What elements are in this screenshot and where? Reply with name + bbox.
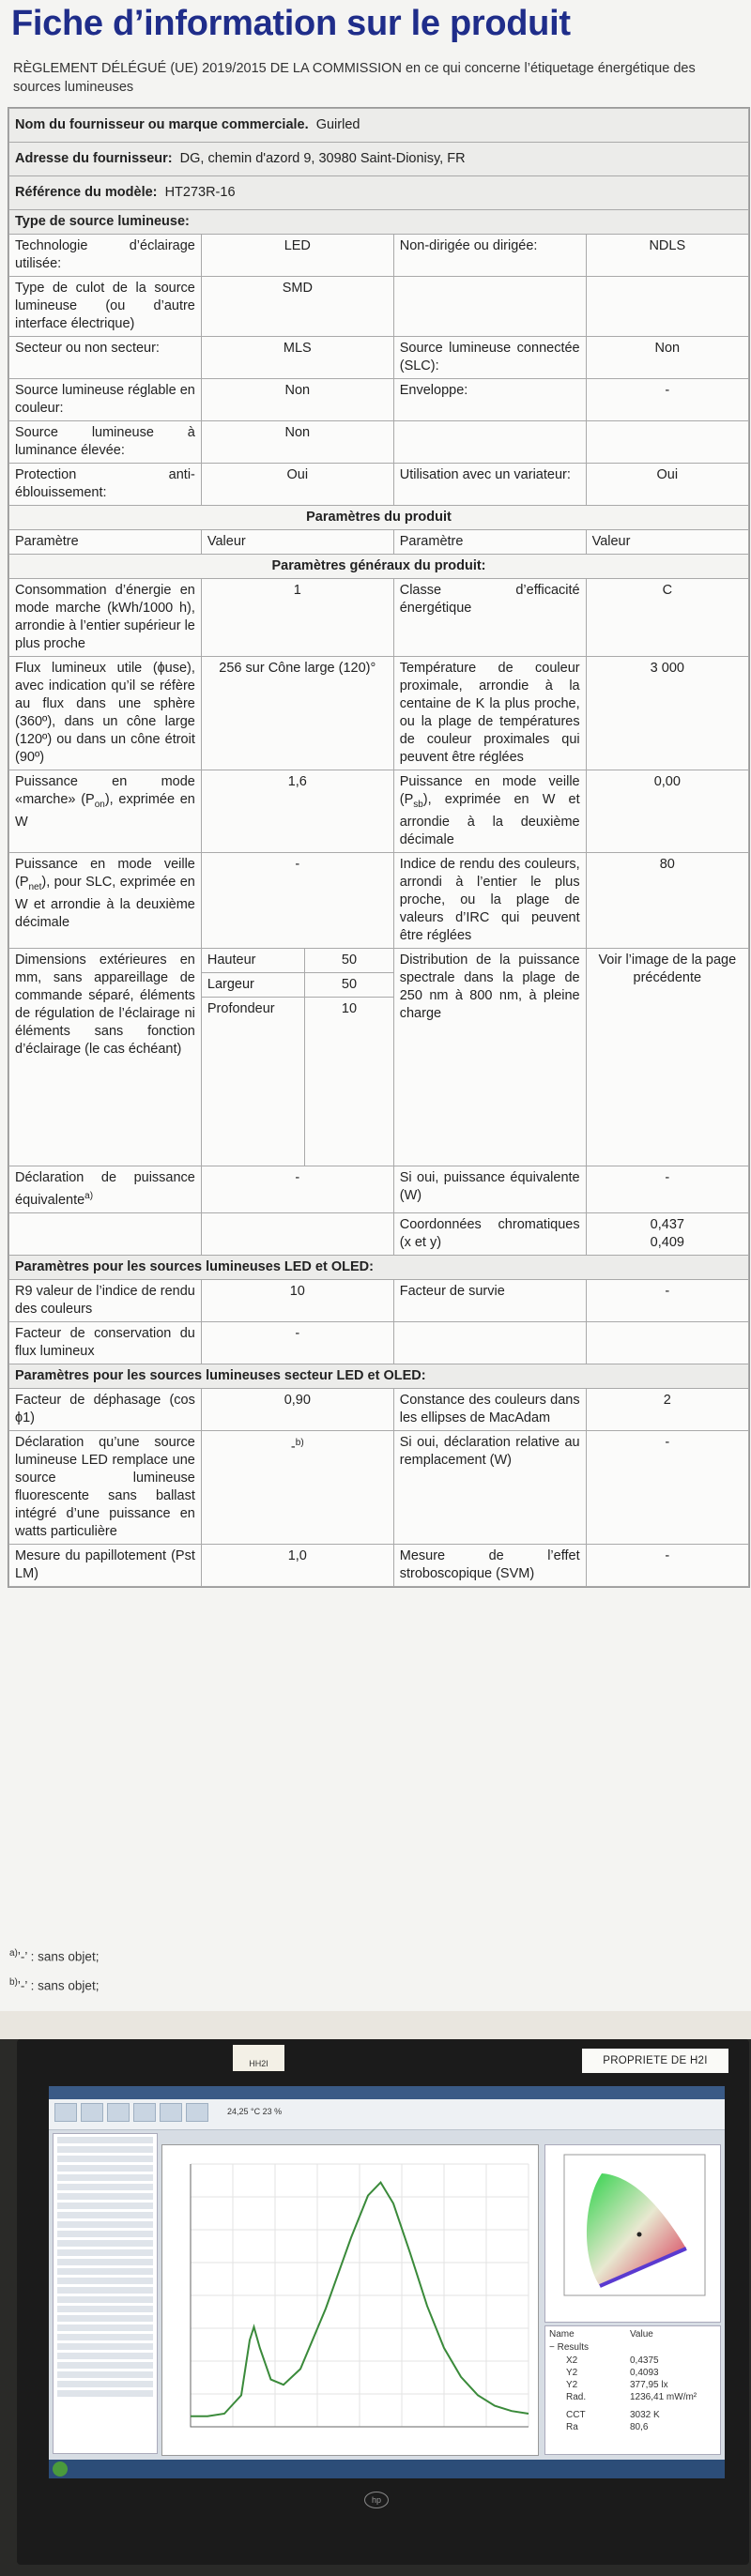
width-label: Largeur [201, 972, 304, 997]
dimensions-row [9, 948, 749, 972]
type-row [9, 464, 749, 506]
product-params-heading: Paramètres du produit [9, 506, 749, 530]
result-name: Rad. [566, 2392, 587, 2402]
page-subtitle: RÈGLEMENT DÉLÉGUÉ (UE) 2019/2015 DE LA COMMISSION en ce qui concerne l’étiquetage énergétique des sources lumineuses [13, 61, 696, 95]
type-section-heading: Type de source lumineuse: [9, 210, 749, 235]
param-label: Puissance en mode «marche» $(P_{on})$, exprimée en W [9, 770, 202, 853]
type-value [586, 277, 748, 337]
page-title: Fiche d’information sur le produit [11, 4, 571, 43]
type-label: Source lumineuse connectée (SLC): [393, 337, 586, 379]
param-label: Constance des couleurs dans les ellipses de MacAdam [393, 1389, 586, 1431]
param-label: R9 valeur de l’indice de rendu des couleurs [9, 1280, 202, 1322]
param-label: Mesure de l’effet stroboscopique (SVM) [393, 1545, 586, 1587]
cie-diagram [545, 2145, 720, 2322]
left-sticker: HH2I [233, 2045, 284, 2071]
hp-logo: hp [364, 2492, 389, 2508]
param-label: Facteur de déphasage (cos ϕ1) [9, 1389, 202, 1431]
ownership-sticker: PROPRIETE DE H2I [582, 2049, 728, 2073]
depth-label: Profondeur [201, 997, 304, 1166]
type-row [9, 235, 749, 277]
type-label [393, 421, 586, 464]
param-value: - [586, 1431, 748, 1545]
start-button[interactable] [53, 2462, 68, 2477]
type-label: Technologie d’éclairage utilisée: [9, 235, 202, 277]
param-value: 1,6 [201, 770, 393, 853]
param-label: Mesure du papillotement (Pst LM) [9, 1545, 202, 1587]
type-label: Source lumineuse à luminance élevée: [9, 421, 202, 464]
param-label: Facteur de conservation du flux lumineux [9, 1322, 202, 1364]
param-column-headers [9, 530, 749, 555]
dimensions-label: Dimensions extérieures en mm, sans appareillage de commande séparé, éléments de régulation de l’éclairage ni éléments sans fonction d’éclairage (le cas échéant) [9, 948, 202, 1166]
result-value: 0,4093 [630, 2368, 659, 2378]
param-label: Flux lumineux utile (ɸuse), avec indication qu’il se réfère au flux dans une sphère (360º), dans un cône large (120º) ou dans un cône étroit (90º) [9, 657, 202, 770]
param-value: 1,0 [201, 1545, 393, 1587]
type-label: Protection anti-éblouissement: [9, 464, 202, 506]
param-value: 80 [586, 852, 748, 948]
measurement-tree[interactable] [53, 2133, 158, 2454]
param-value: 3 000 [586, 657, 748, 770]
toolbar-button[interactable] [186, 2103, 208, 2122]
param-value: 0,437 0,409 [586, 1213, 748, 1256]
result-name: Ra [566, 2422, 578, 2432]
col-header-value: Valeur [201, 530, 393, 555]
temperature-readout: 24,25 °C 23 % [227, 2107, 283, 2116]
footnotes [9, 1941, 99, 1998]
product-info-sheet [8, 107, 750, 1588]
type-value: Non [201, 379, 393, 421]
param-label: Indice de rendu des couleurs, arrondi à l’entier le plus proche, ou la plage de valeurs d’IRC qui peuvent être réglées [393, 852, 586, 948]
param-row [9, 1280, 749, 1322]
app-titlebar [49, 2086, 725, 2099]
supplier-name-label: Nom du fournisseur ou marque commerciale. [15, 117, 309, 132]
model-ref-value: HT273R-16 [164, 185, 236, 200]
type-row [9, 379, 749, 421]
toolbar-button[interactable] [107, 2103, 130, 2122]
result-value: 377,95 lx [630, 2380, 668, 2390]
supplier-name-value: Guirled [315, 117, 360, 132]
result-value: 80,6 [630, 2422, 649, 2432]
results-panel [544, 2325, 721, 2455]
spectrum-plot [161, 2144, 539, 2456]
result-name: CCT [566, 2410, 586, 2420]
model-ref-label: Référence du modèle: [15, 185, 158, 200]
supplier-address-row [9, 143, 749, 176]
type-value: MLS [201, 337, 393, 379]
app-toolbar [49, 2099, 725, 2130]
param-value: 2 [586, 1389, 748, 1431]
param-label: Puissance en mode veille $(P_{net})$, pour SLC, exprimée en W et arrondie à la deuxième décimale [9, 852, 202, 948]
param-label: Facteur de survie [393, 1280, 586, 1322]
param-row [9, 1213, 749, 1256]
type-row [9, 277, 749, 337]
param-label: Si oui, déclaration relative au remplacement (W) [393, 1431, 586, 1545]
result-value: 3032 K [630, 2410, 660, 2420]
laptop-lid-surface [0, 2011, 751, 2039]
type-label: Non-dirigée ou dirigée: [393, 235, 586, 277]
chromaticity-point [637, 2233, 642, 2237]
product-info-table [8, 108, 749, 1587]
param-label: Déclaration qu’une source lumineuse LED remplace une source lumineuse fluorescente sans ballast intégré d’une puissance en watts particulière [9, 1431, 202, 1545]
depth-value: 10 [305, 997, 394, 1166]
col-header-param: Paramètre [9, 530, 202, 555]
model-ref-row [9, 176, 749, 210]
col-header-param: Paramètre [393, 530, 586, 555]
result-name: X2 [566, 2355, 578, 2366]
param-row [9, 770, 749, 853]
type-value: Non [201, 421, 393, 464]
param-value: -$^{b)}$ [201, 1431, 393, 1545]
type-label: Enveloppe: [393, 379, 586, 421]
param-value: - [201, 1322, 393, 1364]
param-value: - [586, 1166, 748, 1213]
type-value: Oui [201, 464, 393, 506]
param-label: Puissance en mode veille $(P_{sb})$, exprimée en W et arrondie à la deuxième décimale [393, 770, 586, 853]
param-value: - [586, 1545, 748, 1587]
type-value: LED [201, 235, 393, 277]
spectral-distribution-value: Voir l’image de la page précédente [586, 948, 748, 1166]
param-value: 256 sur Cône large (120)° [201, 657, 393, 770]
supplier-address-value: DG, chemin d'azord 9, 30980 Saint-Dionisy, FR [179, 151, 466, 166]
spectrometer-photo [0, 2011, 751, 2576]
supplier-name-row [9, 109, 749, 143]
result-name: Y2 [566, 2368, 578, 2378]
toolbar-button[interactable] [133, 2103, 156, 2122]
param-label: Coordonnées chromatiques (x et y) [393, 1213, 586, 1256]
type-value: - [586, 379, 748, 421]
param-value: 0,90 [201, 1389, 393, 1431]
led-oled-heading: Paramètres pour les sources lumineuses LED et OLED: [9, 1256, 749, 1280]
results-header-value: Value [630, 2329, 653, 2340]
footnote-a: $^{a)}$’-’ : sans objet; [9, 1948, 100, 1964]
param-row [9, 852, 749, 948]
param-label: Classe d’efficacité énergétique [393, 579, 586, 657]
supplier-address-label: Adresse du fournisseur: [15, 151, 173, 166]
result-value: 1236,41 mW/m² [630, 2392, 697, 2402]
spectrum-chart [162, 2145, 538, 2455]
param-label [393, 1322, 586, 1364]
param-label: Déclaration de puissance équivalente$^{a)}$ [9, 1166, 202, 1213]
footnote-b: $^{b)}$’-’ : sans objet; [9, 1976, 100, 1992]
param-value [586, 1322, 748, 1364]
param-value: 10 [201, 1280, 393, 1322]
windows-taskbar [49, 2460, 725, 2478]
type-label: Source lumineuse réglable en couleur: [9, 379, 202, 421]
param-label: Si oui, puissance équivalente (W) [393, 1166, 586, 1213]
param-value: C [586, 579, 748, 657]
toolbar-button[interactable] [54, 2103, 77, 2122]
toolbar-button[interactable] [160, 2103, 182, 2122]
general-params-heading: Paramètres généraux du produit: [9, 555, 749, 579]
type-row [9, 337, 749, 379]
toolbar-button[interactable] [81, 2103, 103, 2122]
results-title: − Results [549, 2342, 589, 2353]
height-value: 50 [305, 948, 394, 972]
param-value: - [201, 1166, 393, 1213]
type-label: Secteur ou non secteur: [9, 337, 202, 379]
param-value: 1 [201, 579, 393, 657]
param-row [9, 1322, 749, 1364]
result-name: Y2 [566, 2380, 578, 2390]
param-value: 0,00 [586, 770, 748, 853]
param-row [9, 657, 749, 770]
type-row [9, 421, 749, 464]
param-label: Température de couleur proximale, arrondie à la centaine de K la plus proche, ou la plage de températures de couleur proximales qui peuvent être réglées [393, 657, 586, 770]
param-row [9, 579, 749, 657]
param-row [9, 1389, 749, 1431]
type-value: Non [586, 337, 748, 379]
width-value: 50 [305, 972, 394, 997]
mains-heading: Paramètres pour les sources lumineuses secteur LED et OLED: [9, 1364, 749, 1389]
type-value [586, 421, 748, 464]
param-label: Consommation d’énergie en mode marche (kWh/1000 h), arrondie à l’entier supérieur le plus proche [9, 579, 202, 657]
cie-diagram-panel [544, 2144, 721, 2323]
type-label: Type de culot de la source lumineuse (ou d’autre interface électrique) [9, 277, 202, 337]
type-label: Utilisation avec un variateur: [393, 464, 586, 506]
param-row [9, 1166, 749, 1213]
type-value: Oui [586, 464, 748, 506]
param-row [9, 1545, 749, 1587]
type-label [393, 277, 586, 337]
type-value: NDLS [586, 235, 748, 277]
param-value: - [201, 852, 393, 948]
laptop-screen [49, 2086, 725, 2478]
height-label: Hauteur [201, 948, 304, 972]
result-value: 0,4375 [630, 2355, 659, 2366]
param-value: - [586, 1280, 748, 1322]
spectral-distribution-label: Distribution de la puissance spectrale dans la plage de 250 nm à 800 nm, à pleine charge [393, 948, 586, 1166]
col-header-value: Valeur [586, 530, 748, 555]
results-header-name: Name [549, 2329, 575, 2340]
type-value: SMD [201, 277, 393, 337]
param-row [9, 1431, 749, 1545]
